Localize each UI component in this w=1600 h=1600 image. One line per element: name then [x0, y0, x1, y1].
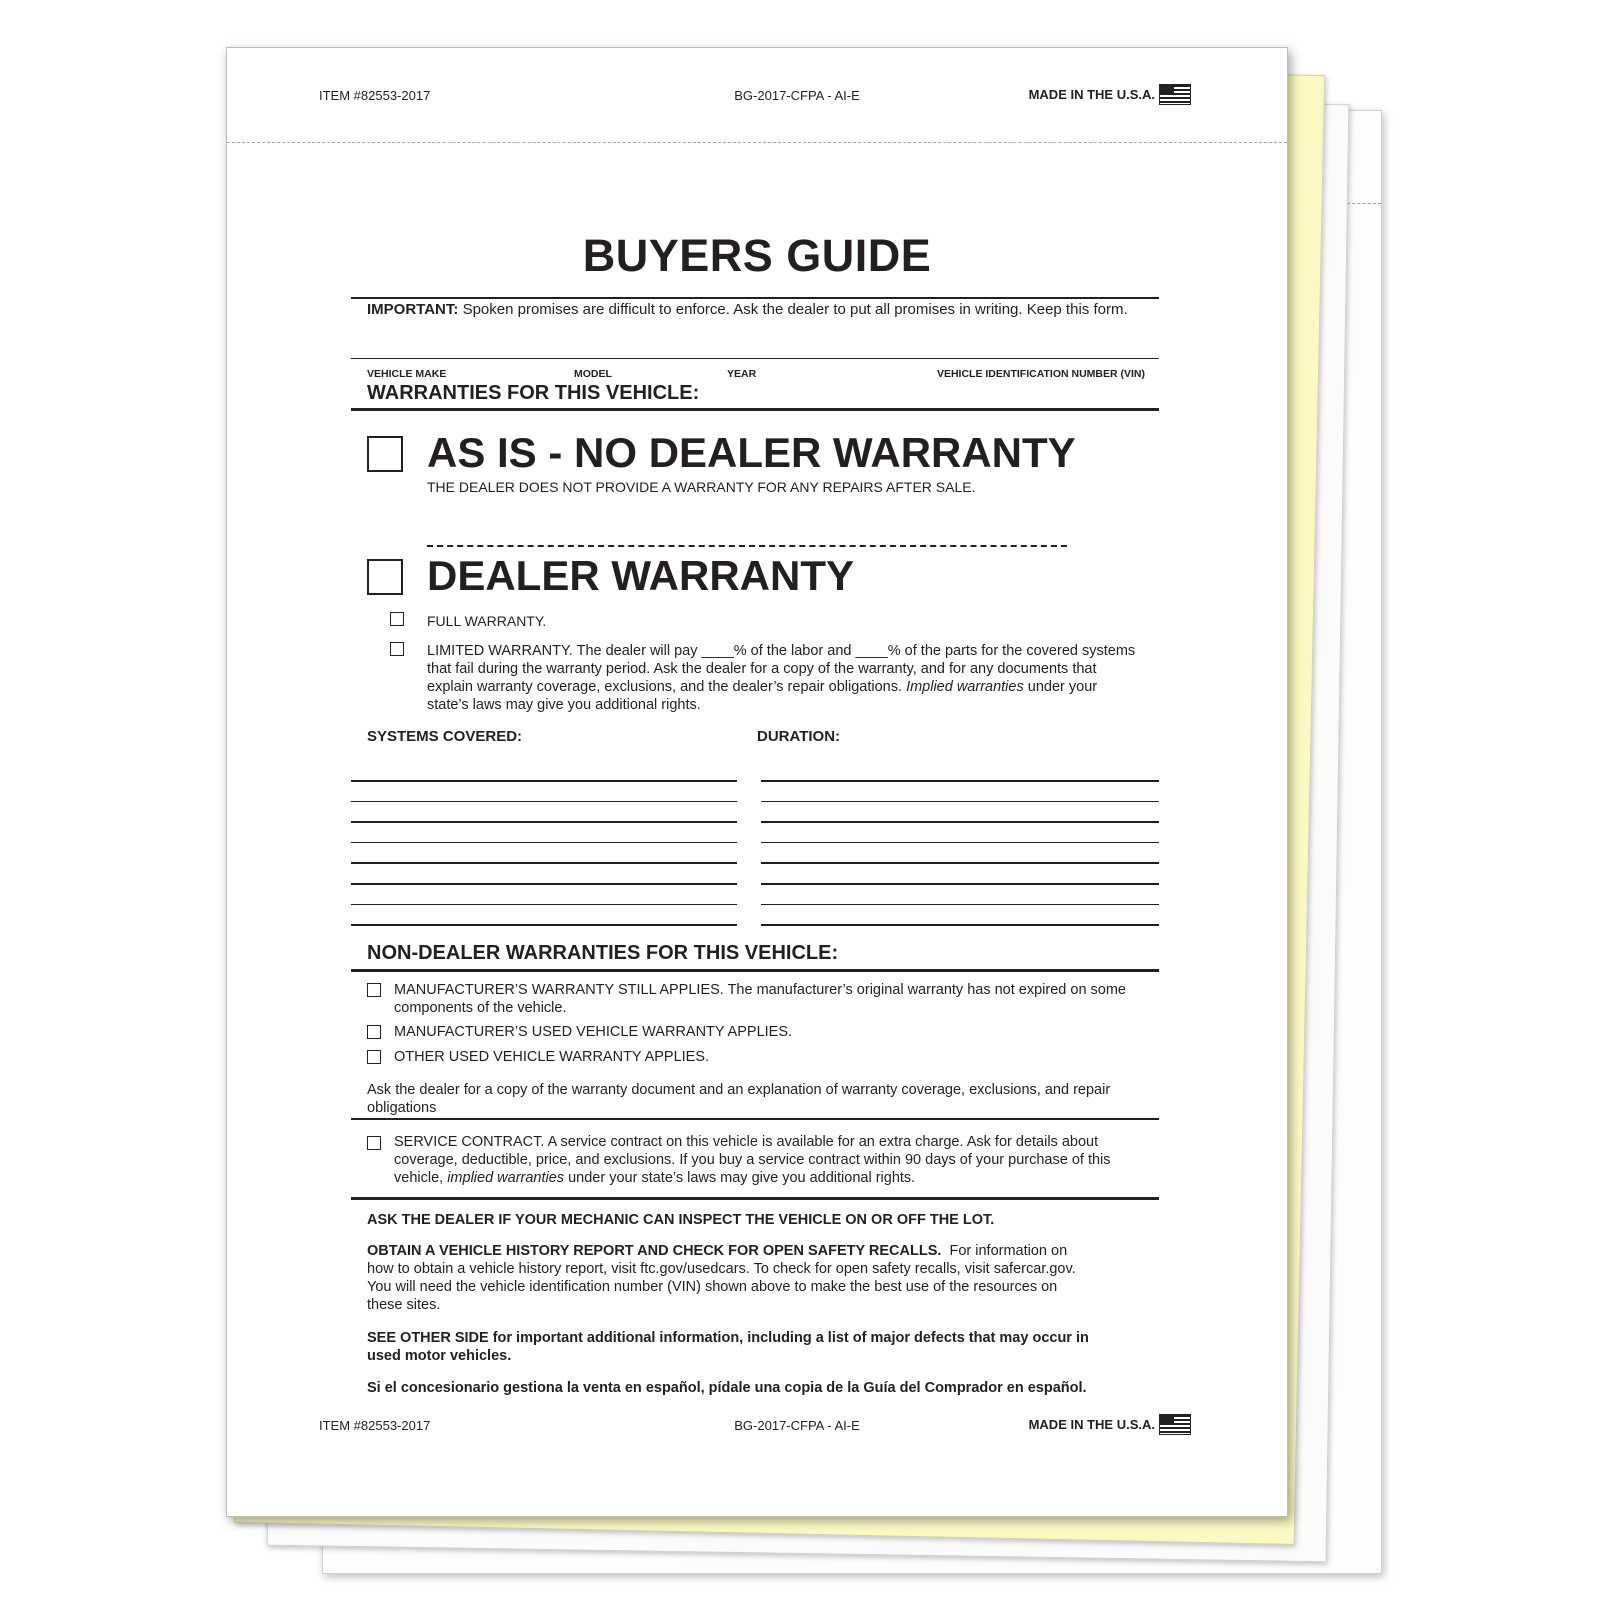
systems-covered-line[interactable] — [351, 801, 737, 803]
service-contract-text — [394, 1133, 1111, 1187]
manufacturer-warranty-text — [394, 981, 1126, 1017]
history-line-4: these sites. — [367, 1297, 441, 1313]
important-label: IMPORTANT: — [367, 301, 459, 318]
important-text: Spoken promises are difficult to enforce. Ask the dealer to put all promises in writing. Keep this form. — [462, 301, 1128, 318]
made-in-usa — [1029, 84, 1191, 105]
other-used-warranty-label: OTHER USED VEHICLE WARRANTY APPLIES. — [394, 1049, 710, 1065]
vin-label: VEHICLE IDENTIFICATION NUMBER (VIN) — [936, 368, 1145, 380]
systems-covered-line[interactable] — [351, 780, 737, 782]
systems-covered-line[interactable] — [351, 821, 737, 823]
form-code: BG-2017-CFPA - AI-E — [734, 88, 860, 103]
limited-line-2: that fail during the warranty period. Ask the dealer for a copy of the warranty, and for any documents that — [427, 661, 1097, 677]
used-vehicle-warranty-label: MANUFACTURER’S USED VEHICLE WARRANTY APPLIES. — [394, 1024, 793, 1040]
manufacturer-line-2: components of the vehicle. — [394, 1000, 567, 1016]
duration-label: DURATION: — [757, 728, 841, 745]
item-number: ITEM #82553-2017 — [319, 88, 431, 103]
as-is-title: AS IS - NO DEALER WARRANTY — [427, 429, 1076, 476]
spanish-notice: Si el concesionario gestiona la venta en español, pídale una copia de la Guía del Comprador en español. — [367, 1380, 1087, 1396]
non-dealer-heading: NON-DEALER WARRANTIES FOR THIS VEHICLE: — [367, 942, 839, 964]
dealer-warranty-title: DEALER WARRANTY — [427, 552, 854, 599]
systems-covered-line[interactable] — [351, 904, 737, 906]
systems-covered-line[interactable] — [351, 924, 737, 926]
limited-line-1: LIMITED WARRANTY. The dealer will pay ____% of the labor and ____% of the parts for the covered systems — [427, 643, 1136, 659]
history-line-3: You will need the vehicle identification number (VIN) shown above to make the best use of the resources on — [367, 1279, 1058, 1295]
footer-form-code: BG-2017-CFPA - AI-E — [734, 1418, 860, 1433]
manufacturer-warranty-checkbox[interactable] — [367, 983, 381, 997]
duration-line[interactable] — [761, 862, 1159, 864]
inspect-notice: ASK THE DEALER IF YOUR MECHANIC CAN INSPECT THE VEHICLE ON OR OFF THE LOT. — [367, 1212, 995, 1228]
limited-warranty-checkbox[interactable] — [390, 642, 404, 656]
section-divider — [427, 545, 1067, 547]
buyers-guide-form — [226, 47, 1288, 1517]
systems-covered-label: SYSTEMS COVERED: — [367, 728, 523, 745]
duration-line[interactable] — [761, 842, 1159, 844]
as-is-subtitle: THE DEALER DOES NOT PROVIDE A WARRANTY FOR ANY REPAIRS AFTER SALE. — [427, 479, 976, 495]
other-side-line-2: used motor vehicles. — [367, 1348, 512, 1364]
manufacturer-line-1: MANUFACTURER’S WARRANTY STILL APPLIES. The manufacturer’s original warranty has not expired on some — [394, 982, 1126, 998]
duration-line[interactable] — [761, 924, 1159, 926]
service-line-2: coverage, deductible, price, and exclusions. If you buy a service contract within 90 days of your purchase of this — [394, 1152, 1111, 1168]
systems-covered-line[interactable] — [351, 842, 737, 844]
other-used-warranty-checkbox[interactable] — [367, 1050, 381, 1064]
footer-item-number: ITEM #82553-2017 — [319, 1418, 431, 1433]
service-line-3 — [394, 1169, 1111, 1187]
duration-line[interactable] — [761, 883, 1159, 885]
vehicle-info-line[interactable] — [351, 358, 1159, 359]
history-line-1 — [367, 1242, 1076, 1260]
service-line-3a: vehicle, — [394, 1170, 444, 1186]
see-other-side — [367, 1329, 1089, 1365]
footer-made-in-usa — [1029, 1414, 1191, 1435]
bottom-section-rule — [351, 1197, 1159, 1200]
ask-line-1: Ask the dealer for a copy of the warranty document and an explanation of warranty coverage, exclusions, and repair — [367, 1082, 1111, 1098]
service-implied-italic: implied warranties — [447, 1170, 565, 1186]
implied-warranties-italic: Implied warranties — [906, 679, 1024, 695]
limited-line-3a: explain warranty coverage, exclusions, and the dealer’s repair obligations. — [427, 679, 903, 695]
warranties-rule — [351, 408, 1159, 411]
systems-covered-line[interactable] — [351, 862, 737, 864]
history-line-2: how to obtain a vehicle history report, visit ftc.gov/usedcars. To check for open safety recalls, visit safercar.gov. — [367, 1261, 1076, 1277]
service-contract-checkbox[interactable] — [367, 1136, 381, 1150]
other-side-line-1: SEE OTHER SIDE for important additional information, including a list of major defects that may occur in — [367, 1330, 1089, 1346]
ask-dealer-copy — [367, 1081, 1110, 1117]
title-rule — [351, 297, 1159, 299]
non-dealer-rule — [351, 969, 1159, 972]
year-label: YEAR — [727, 368, 757, 380]
history-report-text — [367, 1242, 1076, 1314]
ask-line-2: obligations — [367, 1100, 437, 1116]
service-line-1: SERVICE CONTRACT. A service contract on this vehicle is available for an extra charge. Ask for details about — [394, 1134, 1099, 1150]
service-line-3c: under your state’s laws may give you additional rights. — [568, 1170, 916, 1186]
us-flag-icon — [1159, 1414, 1191, 1435]
model-label: MODEL — [574, 368, 612, 380]
duration-line[interactable] — [761, 904, 1159, 906]
duration-line[interactable] — [761, 801, 1159, 803]
dealer-warranty-checkbox[interactable] — [367, 559, 403, 595]
history-bold: OBTAIN A VEHICLE HISTORY REPORT AND CHECK FOR OPEN SAFETY RECALLS. — [367, 1243, 942, 1259]
limited-line-4: state’s laws may give you additional rights. — [427, 697, 701, 713]
page-title: BUYERS GUIDE — [582, 230, 932, 281]
us-flag-icon — [1159, 84, 1191, 105]
vehicle-make-label: VEHICLE MAKE — [367, 368, 447, 380]
limited-line-3c: under your — [1027, 679, 1098, 695]
service-rule — [351, 1118, 1159, 1120]
systems-covered-line[interactable] — [351, 883, 737, 885]
limited-warranty-text — [427, 642, 1135, 714]
history-text-1: For information on — [949, 1243, 1068, 1259]
footer-made-in-label: MADE IN THE U.S.A. — [1028, 1417, 1155, 1432]
used-vehicle-warranty-checkbox[interactable] — [367, 1025, 381, 1039]
made-in-label: MADE IN THE U.S.A. — [1028, 87, 1155, 102]
tear-perforation — [227, 142, 1287, 143]
duration-line[interactable] — [761, 780, 1159, 782]
full-warranty-label: FULL WARRANTY. — [427, 613, 547, 629]
duration-line[interactable] — [761, 821, 1159, 823]
as-is-checkbox[interactable] — [367, 436, 403, 472]
full-warranty-checkbox[interactable] — [390, 612, 404, 626]
warranties-heading: WARRANTIES FOR THIS VEHICLE: — [367, 382, 700, 404]
important-notice — [367, 301, 1128, 318]
limited-line-3 — [427, 678, 1135, 696]
